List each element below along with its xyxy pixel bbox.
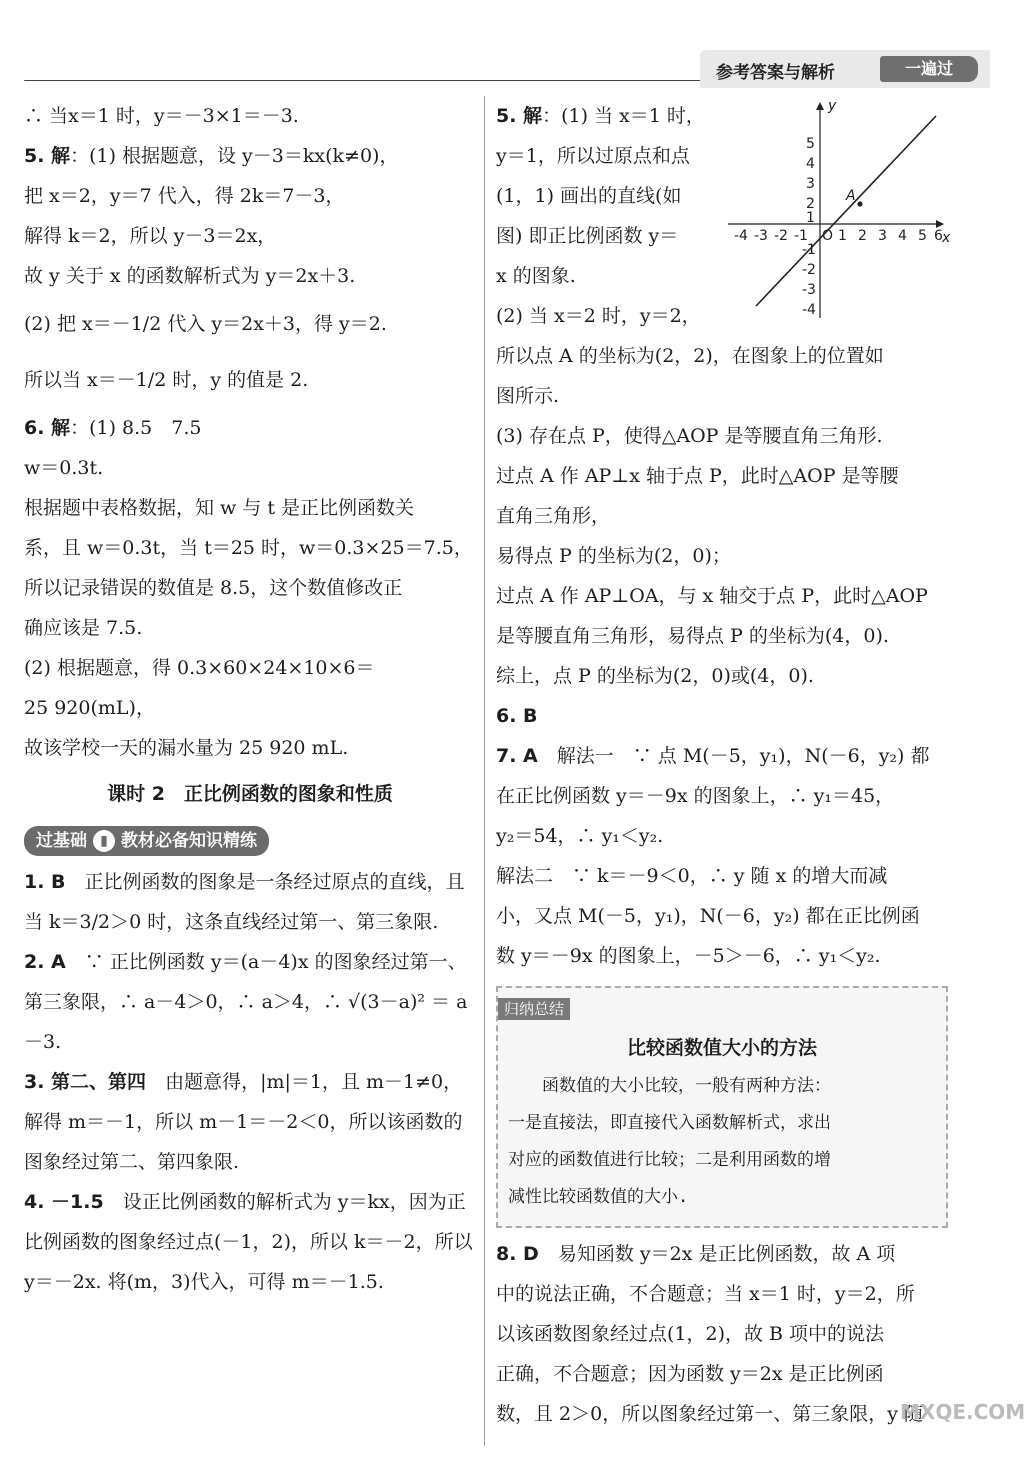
coordinate-graph: [724, 96, 951, 322]
y-tick-label: 3: [806, 176, 815, 192]
answer-number: 6. B: [496, 705, 538, 727]
answer-line: (2) 当 x＝2 时，y＝2，: [496, 305, 701, 327]
answer-line: 过点 A 作 AP⊥OA，与 x 轴交于点 P，此时△AOP: [496, 585, 928, 607]
lesson-title: 课时 2 正比例函数的图象和性质: [107, 783, 393, 805]
y-tick-label: -3: [802, 282, 816, 298]
answer-number: 3. 第二、第四: [24, 1071, 147, 1093]
y-tick-label: 5: [806, 136, 815, 152]
answer-number: 5. 解: [496, 105, 543, 127]
answer-number: 1. B: [24, 871, 66, 893]
x-tick-label: 5: [918, 228, 927, 244]
x-tick-label: -2: [774, 228, 788, 244]
answer-number: 6. 解: [24, 417, 71, 439]
summary-line: 函数值的大小比较，一般有两种方法：: [508, 1076, 831, 1096]
y-axis-arrow: [816, 102, 824, 110]
book-icon: ▮: [93, 830, 115, 852]
brand-badge: 一遍过: [880, 56, 978, 82]
answer-line: 8. D 易知函数 y＝2x 是正比例函数，故 A 项: [496, 1243, 896, 1265]
x-tick-label: 2: [858, 228, 867, 244]
x-axis-label: x: [942, 230, 951, 246]
x-tick-label: 1: [838, 228, 847, 244]
answer-line: y₂＝54，∴ y₁＜y₂.: [496, 825, 664, 847]
summary-body: [498, 1068, 946, 1216]
answer-line: 是等腰直角三角形，易得点 P 的坐标为(4，0).: [496, 625, 889, 647]
answer-line: 数 y＝－9x 的图象上，－5＞－6，∴ y₁＜y₂.: [496, 945, 881, 967]
answer-line: 解法二 ∵ k＝－9＜0，∴ y 随 x 的增大而减: [496, 865, 888, 887]
answer-line: (2) 把 x＝－1/2 代入 y＝2x＋3，得 y＝2.: [24, 313, 387, 335]
y-axis-label: y: [828, 98, 837, 114]
list-item: 1. B 正比例函数的图象是一条经过原点的直线，且当 k＝3/2＞0 时，这条直线经过第一、第三象限.: [24, 871, 465, 933]
answer-line: 正确，不合题意；因为函数 y＝2x 是正比例函: [496, 1363, 884, 1385]
answer-line: 以该函数图象经过点(1，2)，故 B 项中的说法: [496, 1323, 885, 1345]
answer-line: 过点 A 作 AP⊥x 轴于点 P，此时△AOP 是等腰: [496, 465, 899, 487]
x-tick-label: -3: [754, 228, 768, 244]
answer-line: 中的说法正确，不合题意；当 x＝1 时，y＝2，所: [496, 1283, 915, 1305]
answer-5-text: [496, 96, 711, 336]
answer-line: 5. 解：(1) 当 x＝1 时，: [496, 105, 705, 127]
x-tick-label: 3: [878, 228, 887, 244]
answer-line: 图) 即正比例函数 y＝: [496, 225, 679, 247]
answer-line: 6. 解：(1) 8.5 7.5: [24, 417, 202, 439]
left-column: [24, 96, 476, 1302]
answer-7: [496, 736, 948, 976]
x-tick-label: -1: [794, 228, 808, 244]
answer-line: 故 y 关于 x 的函数解析式为 y＝2x＋3.: [24, 265, 356, 287]
x-tick-label: 4: [898, 228, 907, 244]
answer-number: 4. －1.5: [24, 1191, 104, 1213]
x-tick-label: 6: [934, 228, 943, 244]
answer-8: [496, 1234, 948, 1434]
y-tick-label: 4: [806, 156, 815, 172]
answer-6: [24, 408, 476, 768]
answer-line: 数，且 2＞0，所以图象经过第一、第三象限，y 随: [496, 1403, 923, 1425]
x-axis-arrow: [936, 220, 944, 228]
answer-line: x 的图象.: [496, 265, 576, 287]
header-rule: [24, 80, 724, 81]
answer-number: 2. A: [24, 951, 66, 973]
section-banner: [24, 826, 269, 856]
answer-line: 小，又点 M(－5，y₁)，N(－6，y₂) 都在正比例函: [496, 905, 920, 927]
answer-number: 5. 解: [24, 145, 71, 167]
answer-line: 在正比例函数 y＝－9x 的图象上，∴ y₁＝45，: [496, 785, 895, 807]
answer-line: (2) 根据题意，得 0.3×60×24×10×6＝: [24, 657, 375, 679]
answer-line: 图所示.: [496, 385, 560, 407]
summary-line: 一是直接法，即直接代入函数解析式，求出: [508, 1113, 831, 1133]
x-tick-label: -4: [734, 228, 748, 244]
text-line: ∴ 当x＝1 时，y＝－3×1＝－3.: [24, 105, 299, 127]
list-item: 2. A ∵ 正比例函数 y＝(a－4)x 的图象经过第一、第三象限，∴ a－4＞0，∴ a＞4，∴ √(3－a)² ＝ a－3.: [24, 951, 468, 1053]
point-a-label: A: [846, 188, 856, 204]
y-tick-label: 1: [806, 210, 815, 226]
line-y-equals-x: [756, 116, 936, 306]
answer-list: [24, 862, 476, 1302]
answer-line: 综上，点 P 的坐标为(2，0)或(4，0).: [496, 665, 814, 687]
answer-line: 25 920(mL)，: [24, 697, 155, 719]
summary-box: [496, 986, 948, 1228]
answer-line: 7. A 解法一 ∵ 点 M(－5，y₁)，N(－6，y₂) 都: [496, 745, 930, 767]
answer-line: 解得 k＝2，所以 y－3＝2x，: [24, 225, 277, 247]
answer-5-right: [496, 96, 951, 336]
answer-line: 系，且 w＝0.3t，当 t＝25 时，w＝0.3×25＝7.5，: [24, 537, 473, 559]
y-tick-label: -2: [802, 262, 816, 278]
page-header-title: 参考答案与解析: [716, 63, 835, 83]
answer-number: 8. D: [496, 1243, 539, 1265]
answer-line: y＝1，所以过原点和点: [496, 145, 690, 167]
answer-line: 确应该是 7.5.: [24, 617, 143, 639]
summary-line: 减性比较函数值的大小.: [508, 1187, 689, 1207]
column-divider: [484, 96, 485, 1446]
list-item: 3. 第二、第四 由题意得，|m|＝1，且 m－1≠0，解得 m＝－1，所以 m－1＝－2＜0，所以该函数的图象经过第二、第四象限.: [24, 1071, 463, 1173]
answer-line: 直角三角形，: [496, 505, 611, 527]
answer-line: 所以记录错误的数值是 8.5，这个数值修改正: [24, 577, 403, 599]
answer-line: 所以点 A 的坐标为(2，2)，在图象上的位置如: [496, 345, 884, 367]
answer-line: 所以当 x＝－1/2 时，y 的值是 2.: [24, 369, 309, 391]
summary-line: 对应的函数值进行比较；二是利用函数的增: [508, 1150, 831, 1170]
y-tick-label: -4: [802, 302, 816, 318]
answer-6-right: [496, 696, 948, 736]
answer-line: w＝0.3t.: [24, 457, 104, 479]
right-column: [496, 96, 951, 1434]
summary-title: 比较函数值大小的方法: [626, 1037, 817, 1059]
answer-line: (1，1) 画出的直线(如: [496, 185, 682, 207]
y-tick-label: -1: [802, 242, 816, 258]
banner-right: 教材必备知识精练: [121, 831, 257, 851]
origin-label: O: [822, 228, 834, 244]
list-item: 4. －1.5 设正比例函数的解析式为 y＝kx，因为正比例函数的图象经过点(－1，2)，所以 k＝－2，所以 y＝－2x. 将(m，3)代入，可得 m＝－1.5.: [24, 1191, 473, 1293]
y-tick-label: 2: [806, 196, 815, 212]
corner-watermark: MXQE.COM: [900, 1400, 1025, 1424]
banner-left: 过基础: [36, 831, 87, 851]
answer-line: 根据题中表格数据，知 w 与 t 是正比例函数关: [24, 497, 415, 519]
summary-tag: 归纳总结: [498, 998, 570, 1020]
answer-line: 易得点 P 的坐标为(2，0)；: [496, 545, 731, 567]
answer-line: 5. 解：(1) 根据题意，设 y－3＝kx(k≠0)，: [24, 145, 399, 167]
answer-number: 7. A: [496, 745, 538, 767]
answer-5: [24, 136, 476, 408]
answer-line: 故该学校一天的漏水量为 25 920 mL.: [24, 737, 349, 759]
answer-line: 把 x＝2，y＝7 代入，得 2k＝7－3，: [24, 185, 345, 207]
point-a: [857, 201, 862, 206]
answer-line: (3) 存在点 P，使得△AOP 是等腰直角三角形.: [496, 425, 883, 447]
